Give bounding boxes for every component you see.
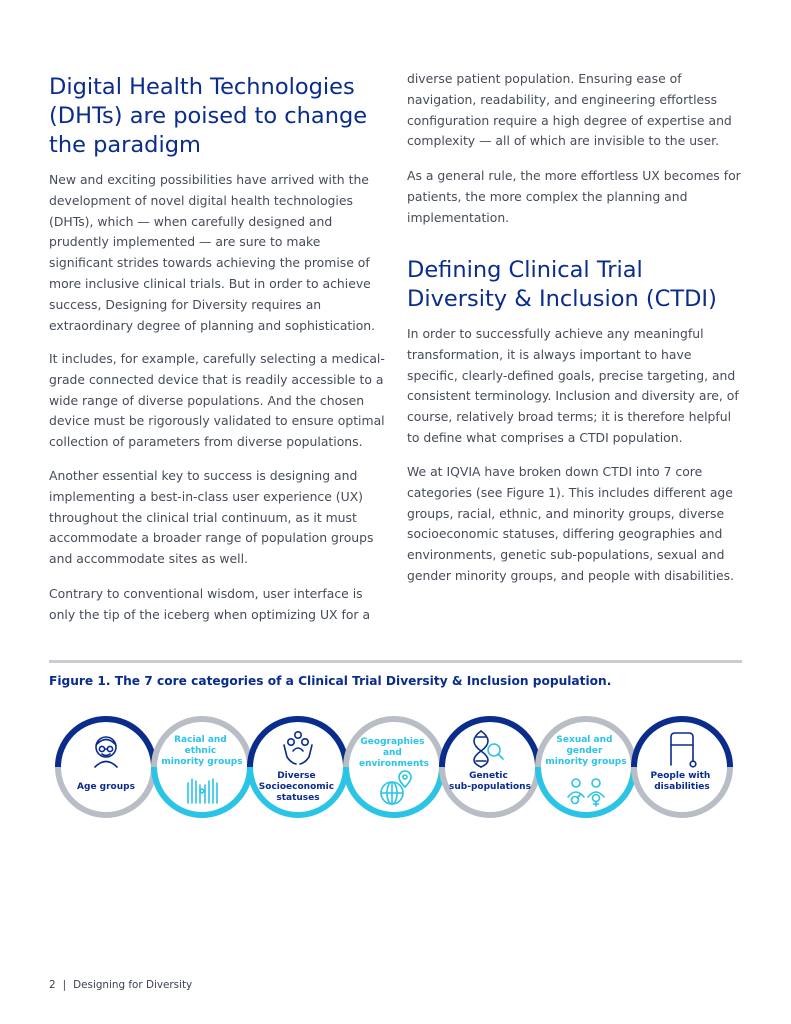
category-label: Diverse [277, 771, 316, 781]
category-geographies [346, 719, 442, 815]
category-socioeconomic [250, 719, 346, 815]
category-label: environments [358, 759, 430, 769]
category-label: People with [650, 771, 711, 781]
paragraph: As a general rule, the more effortless UX becomes for patients, the more complex the planning and implementation. [407, 168, 741, 225]
category-label: minority groups [161, 757, 243, 767]
category-genetic [442, 719, 538, 815]
paragraph: Another essential key to success is designing and implementing a best-in-class user experience (UX) throughout the clinical trial continuum, as it must accommodate a broader range of population groups and accommodate sites as well. [49, 468, 374, 567]
section-heading-dhts: Digital Health Technologies (DHTs) are poised to change the paradigm [49, 74, 368, 158]
svg-text:People with disabilities [651, 771, 714, 792]
section-heading-ctdi: Defining Clinical Trial Diversity & Inclusion (CTDI) [407, 257, 717, 312]
category-label: minority groups [545, 757, 627, 767]
svg-text:Age groups [77, 782, 135, 792]
category-racial-ethnic [154, 719, 250, 815]
category-label: and [382, 748, 402, 758]
category-age-groups [58, 719, 154, 815]
paragraph: It includes, for example, carefully selecting a medical-grade connected device that is readily accessible to a wide range of diverse populations. And the chosen device must be rigorously validated to ensure optimal collection of parameters from diverse populations. [49, 351, 385, 450]
category-sexual-gender [538, 719, 634, 815]
category-label: Sexual and [556, 735, 613, 745]
paragraph: New and exciting possibilities have arrived with the development of novel digital health technologies (DHTs), which — when carefully designed and prudently implemented — are sure to make significant strides towards achieving the promise of more inclusive clinical trials. But in order to achieve success, Designing for Diversity requires an extraordinary degree of planning and sophistication. [49, 172, 376, 333]
figure-caption: Figure 1. The 7 core categories of a Clinical Trial Diversity & Inclusion population. [49, 674, 612, 688]
ctdi-categories-figure [55, 713, 745, 828]
paragraph: We at IQVIA have broken down CTDI into 7 core categories (see Figure 1). This includes different age groups, racial, ethnic, and minority groups, diverse socioeconomic statuses, differing geographies and environments, genetic sub-populations, sexual and gender minority groups, and people with disabilities. [407, 464, 735, 583]
category-label: ethnic [184, 746, 217, 756]
page-number: 2 [49, 979, 56, 991]
figure-divider [49, 660, 742, 663]
paragraph: diverse patient population. Ensuring ease of navigation, readability, and engineering effortless configuration require a high degree of expertise and complexity — all of which are invisible to the user. [407, 71, 732, 149]
category-label: Geographies [360, 737, 425, 747]
page-footer [49, 979, 192, 991]
paragraph: In order to successfully achieve any meaningful transformation, it is always important to have specific, clearly-defined goals, precise targeting, and consistent terminology. Inclusion and diversity are, of course, relatively broad terms; it is therefore helpful to define what comprises a CTDI population. [407, 326, 739, 445]
category-label: Age groups [77, 782, 135, 792]
category-label: disabilities [654, 782, 710, 792]
paragraph: Contrary to conventional wisdom, user interface is only the tip of the iceberg when optimizing UX for a [49, 586, 371, 622]
footer-separator: | [62, 979, 67, 991]
category-label: statuses [276, 793, 320, 803]
footer-title: Designing for Diversity [73, 979, 193, 991]
category-disabilities [634, 719, 730, 815]
category-label: sub-populations [449, 782, 531, 792]
category-label: Genetic [469, 771, 508, 781]
category-label: Racial and [174, 735, 227, 745]
category-label: Socioeconomic [258, 782, 335, 792]
category-label: gender [566, 746, 603, 756]
